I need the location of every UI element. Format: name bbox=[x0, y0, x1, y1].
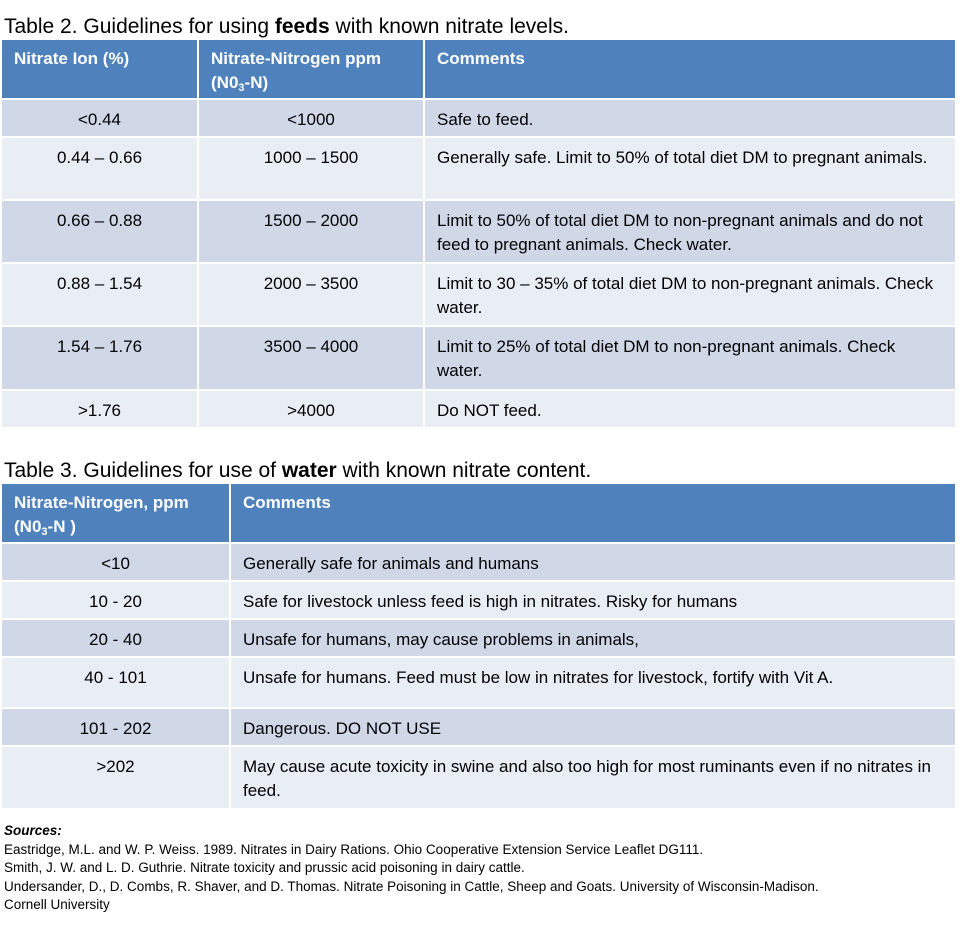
table-row bbox=[2, 200, 956, 263]
source-entry: Eastridge, M.L. and W. P. Weiss. 1989. Nitrates in Dairy Rations. Ohio Cooperative Extension Service Leaflet DG111. bbox=[4, 841, 704, 857]
cell-ppm: 2000 – 3500 bbox=[198, 263, 424, 326]
table-row bbox=[2, 657, 956, 708]
cell-ion: 0.66 – 0.88 bbox=[2, 200, 198, 263]
table-row bbox=[2, 543, 956, 581]
cell-ppm: >4000 bbox=[198, 390, 424, 428]
header-comments-label: Comments bbox=[243, 493, 331, 512]
table-row bbox=[2, 390, 956, 428]
cell-ion: 1.54 – 1.76 bbox=[2, 326, 198, 390]
cell-comment: May cause acute toxicity in swine and also too high for most ruminants even if no nitrates in feed. bbox=[230, 746, 956, 809]
cell-comment: Do NOT feed. bbox=[424, 390, 956, 428]
table-row bbox=[2, 99, 956, 137]
cell-ion: 0.88 – 1.54 bbox=[2, 263, 198, 326]
cell-ppm: <10 bbox=[2, 543, 230, 581]
cell-comment: Dangerous. DO NOT USE bbox=[230, 708, 956, 746]
header-nitrate-ion bbox=[2, 40, 198, 99]
header-nn-line2-a: (N0 bbox=[14, 517, 42, 536]
table-header-row bbox=[2, 484, 956, 543]
table-row bbox=[2, 263, 956, 326]
table-row bbox=[2, 326, 956, 390]
cell-ppm: 20 - 40 bbox=[2, 619, 230, 657]
table-header-row bbox=[2, 40, 956, 99]
header-ppm-line2-sub: 3 bbox=[238, 82, 245, 94]
table-row bbox=[2, 137, 956, 200]
cell-comment: Generally safe. Limit to 50% of total diet DM to pregnant animals. bbox=[424, 137, 956, 200]
table3-caption-prefix: Table 3. Guidelines for use of bbox=[4, 459, 282, 482]
header-nitrate-nitrogen-ppm bbox=[198, 40, 424, 99]
table-row bbox=[2, 581, 956, 619]
sources-section bbox=[4, 822, 954, 915]
cell-ion: >1.76 bbox=[2, 390, 198, 428]
table-row bbox=[2, 619, 956, 657]
source-entry: Smith, J. W. and L. D. Guthrie. Nitrate toxicity and prussic acid poisoning in dairy cattle. bbox=[4, 860, 525, 875]
header-nn-line2-sub: 3 bbox=[41, 526, 48, 538]
cell-comment: Unsafe for humans, may cause problems in animals, bbox=[230, 619, 956, 657]
table2-caption-bold: feeds bbox=[274, 15, 330, 38]
header-ppm-line2-a: (N0 bbox=[211, 73, 239, 92]
cell-comment: Unsafe for humans. Feed must be low in nitrates for livestock, fortify with Vit A. bbox=[230, 657, 956, 708]
cell-ppm: 1500 – 2000 bbox=[198, 200, 424, 263]
cell-ppm: 101 - 202 bbox=[2, 708, 230, 746]
cell-ppm: 3500 – 4000 bbox=[198, 326, 424, 390]
header-nitrate-nitrogen bbox=[2, 484, 230, 543]
cell-ppm: 10 - 20 bbox=[2, 581, 230, 619]
table3-caption-suffix: with known nitrate content. bbox=[336, 459, 592, 482]
cell-comment: Safe for livestock unless feed is high in nitrates. Risky for humans bbox=[230, 581, 956, 619]
table-row bbox=[2, 708, 956, 746]
water-nitrate-table bbox=[2, 484, 957, 810]
cell-ion: <0.44 bbox=[2, 99, 198, 137]
source-entry: Cornell University bbox=[4, 897, 110, 912]
table2-caption bbox=[4, 15, 569, 39]
cell-ppm: <1000 bbox=[198, 99, 424, 137]
table-row bbox=[2, 746, 956, 809]
cell-ppm: >202 bbox=[2, 746, 230, 809]
header-comments bbox=[230, 484, 956, 543]
cell-ppm: 1000 – 1500 bbox=[198, 137, 424, 200]
header-comments bbox=[424, 40, 956, 99]
header-ppm-line1: Nitrate-Nitrogen ppm bbox=[211, 49, 381, 68]
table3-caption-bold: water bbox=[281, 459, 337, 482]
cell-comment: Generally safe for animals and humans bbox=[230, 543, 956, 581]
header-nn-line1: Nitrate-Nitrogen, ppm bbox=[14, 493, 189, 512]
header-comments-label: Comments bbox=[437, 49, 525, 68]
table2-caption-prefix: Table 2. Guidelines for using bbox=[4, 15, 275, 38]
header-ppm-line2-b: -N) bbox=[244, 73, 269, 92]
cell-comment: Safe to feed. bbox=[424, 99, 956, 137]
sources-heading: Sources: bbox=[4, 823, 62, 838]
cell-ion: 0.44 – 0.66 bbox=[2, 137, 198, 200]
cell-comment: Limit to 25% of total diet DM to non-pregnant animals. Check water. bbox=[424, 326, 956, 390]
header-nn-line2-b: -N ) bbox=[47, 517, 76, 536]
header-nitrate-ion-label: Nitrate Ion (%) bbox=[14, 49, 130, 68]
feeds-nitrate-table bbox=[2, 40, 957, 429]
cell-comment: Limit to 50% of total diet DM to non-pregnant animals and do not feed to pregnant animals. Check water. bbox=[424, 200, 956, 263]
table3-caption bbox=[4, 459, 591, 483]
source-entry: Undersander, D., D. Combs, R. Shaver, and D. Thomas. Nitrate Poisoning in Cattle, Sheep and Goats. University of Wisconsin-Madison. bbox=[4, 878, 819, 894]
cell-comment: Limit to 30 – 35% of total diet DM to non-pregnant animals. Check water. bbox=[424, 263, 956, 326]
cell-ppm: 40 - 101 bbox=[2, 657, 230, 708]
table2-caption-suffix: with known nitrate levels. bbox=[329, 15, 569, 38]
